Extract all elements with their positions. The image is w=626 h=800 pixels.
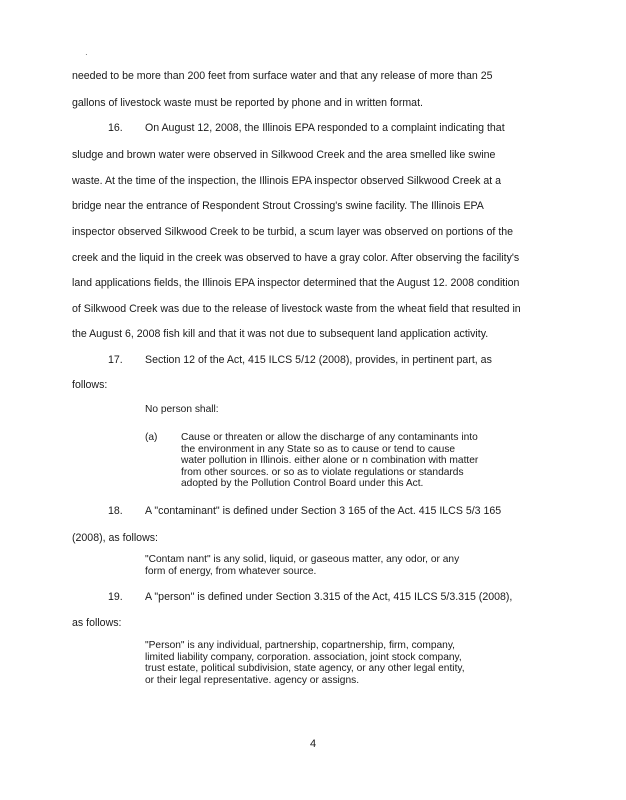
para-19-number: 19.	[108, 591, 123, 603]
para-18-quote-line-2: form of energy, from whatever source.	[145, 565, 317, 577]
para-17-quote-item-line-4: from other sources. or so as to violate regulations or standards	[181, 466, 464, 478]
para-18-line-1: A "contaminant" is defined under Section 3 165 of the Act. 415 ILCS 5/3 165	[145, 505, 502, 517]
para-17-quote-item-line-3: water pollution in Illinois. either alone or n combination with matter	[181, 455, 479, 467]
para-18-line-2: (2008), as follows:	[72, 532, 158, 544]
para-16-line-4: bridge near the entrance of Respondent Strout Crossing's swine facility. The Illinois EPA	[72, 200, 484, 212]
para-19-quote-line-2: limited liability company, corporation. association, joint stock company,	[145, 651, 462, 663]
para-16-line-2: sludge and brown water were observed in Silkwood Creek and the area smelled like swine	[72, 149, 496, 161]
page-number: 4	[309, 738, 317, 750]
intro-line-2: gallons of livestock waste must be reported by phone and in written format.	[72, 97, 423, 109]
para-17-quote-item-line-2: the environment in any State so as to cause or tend to cause	[181, 443, 456, 455]
para-16-number: 16.	[108, 122, 123, 134]
para-16-line-7: land applications fields, the Illinois EPA inspector determined that the August 12. 2008 condition	[72, 277, 520, 289]
para-17-line-2: follows:	[72, 379, 108, 391]
para-17-quote-item-label: (a)	[145, 432, 158, 443]
para-17-quote-intro: No person shall:	[145, 404, 219, 415]
para-17-number: 17.	[108, 354, 123, 366]
para-17-quote-item-line-1: Cause or threaten or allow the discharge of any contaminants into	[181, 432, 478, 443]
scan-speck: ·	[85, 50, 88, 59]
para-17-quote-item-line-5: adopted by the Pollution Control Board under this Act.	[181, 478, 424, 490]
para-17-line-1: Section 12 of the Act, 415 ILCS 5/12 (2008), provides, in pertinent part, as	[145, 354, 492, 366]
para-18-quote-line-1: "Contam nant" is any solid, liquid, or gaseous matter, any odor, or any	[145, 554, 460, 565]
para-19-line-1: A "person" is defined under Section 3.315 of the Act, 415 ILCS 5/3.315 (2008),	[145, 591, 513, 603]
para-16-line-8: of Silkwood Creek was due to the release of livestock waste from the wheat field that resulted in	[72, 303, 521, 315]
intro-line-1: needed to be more than 200 feet from surface water and that any release of more than 25	[72, 70, 493, 82]
para-19-quote-line-1: "Person" is any individual, partnership, copartnership, firm, company,	[145, 640, 455, 651]
para-19-line-2: as follows:	[72, 617, 122, 629]
para-16-line-9: the August 6, 2008 fish kill and that it was not due to subsequent land application activity.	[72, 328, 489, 340]
para-19-quote-line-3: trust estate, political subdivision, state agency, or any other legal entity,	[145, 663, 465, 675]
para-16-line-6: creek and the liquid in the creek was observed to have a gray color. After observing the facility's	[72, 252, 520, 264]
para-16-line-1: On August 12, 2008, the Illinois EPA responded to a complaint indicating that	[145, 122, 505, 134]
para-18-number: 18.	[108, 505, 123, 517]
para-16-line-5: inspector observed Silkwood Creek to be turbid, a scum layer was observed on portions of the	[72, 226, 514, 238]
para-19-quote-line-4: or their legal representative. agency or assigns.	[145, 674, 360, 686]
para-16-line-3: waste. At the time of the inspection, the Illinois EPA inspector observed Silkwood Creek at a	[72, 175, 502, 187]
